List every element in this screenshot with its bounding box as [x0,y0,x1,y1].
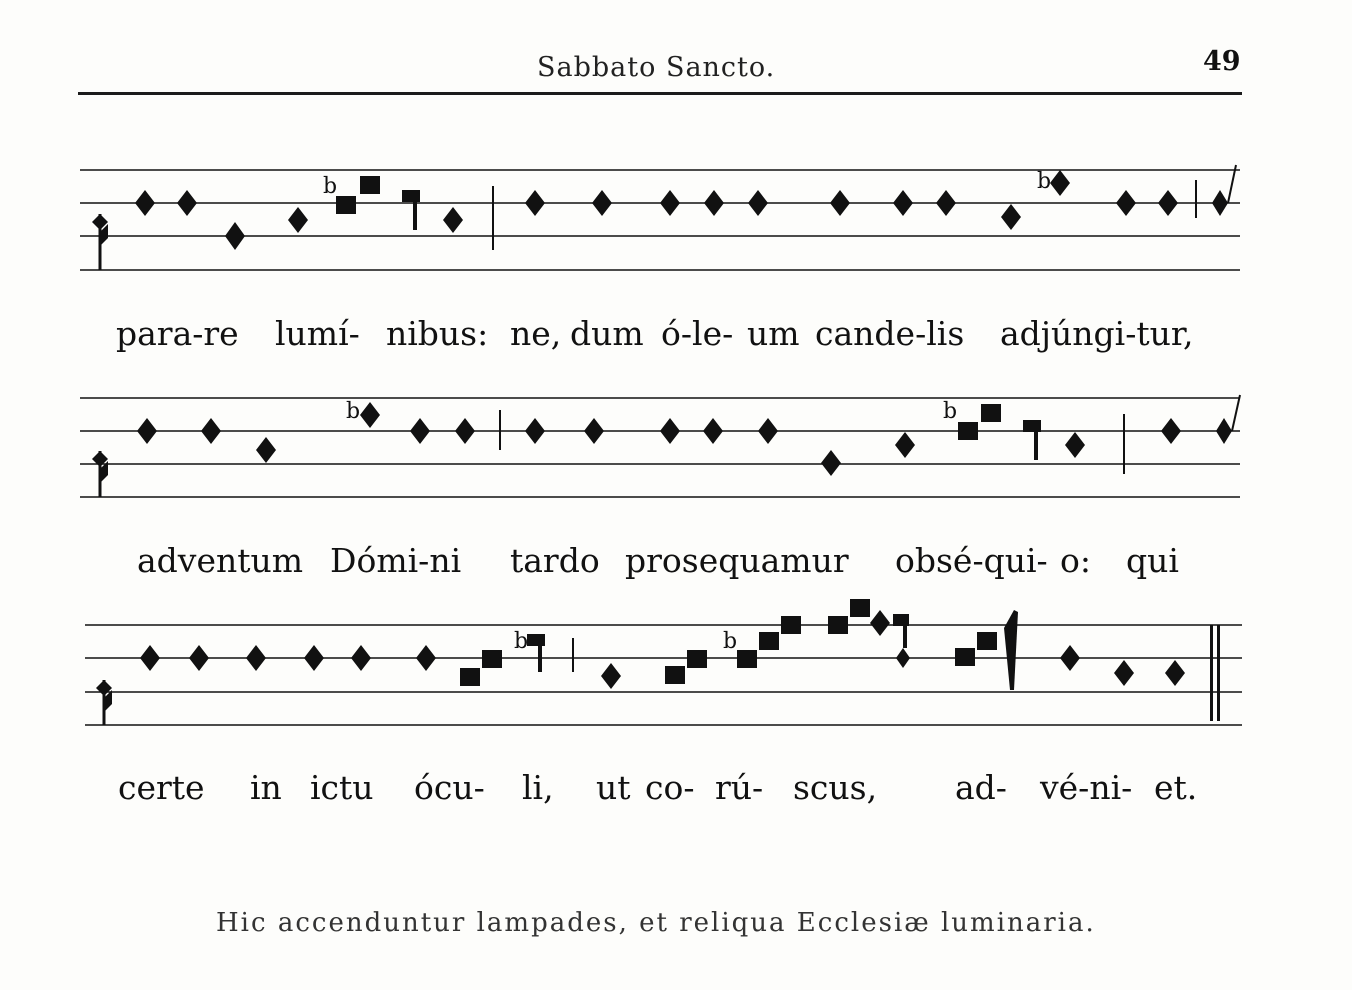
syllable: o: [1060,541,1091,580]
syllable: para-re [116,314,239,353]
staff-2-flats [346,399,957,424]
syllable: scus, [793,768,878,807]
staff-3-notes [140,599,1220,721]
syllable: in [250,768,282,807]
syllable: et. [1154,768,1198,807]
staff-1-notes [135,165,1236,250]
syllable: obsé-qui- [895,541,1048,580]
svg-text:b: b [943,399,958,424]
svg-text:b: b [323,174,338,199]
syllable: lumí- [275,314,360,353]
staff-2-clef-icon [92,451,108,497]
svg-text:b: b [346,399,361,424]
syllable: tardo [510,541,600,580]
syllable: certe [118,768,205,807]
syllable: qui [1126,541,1179,580]
staff-1-clef-icon [92,214,108,270]
staff-2 [80,398,1240,497]
syllable: prosequamur [625,541,849,580]
syllable: ó-le- [661,314,734,353]
svg-text:b: b [1037,169,1052,194]
syllable: Dómi-ni [330,541,462,580]
svg-text:b: b [514,629,529,654]
syllable: cande-lis [815,314,965,353]
syllable: vé-ni- [1040,768,1133,807]
staff-3-clef-icon [96,680,112,725]
staff-1-flats [323,169,1051,199]
syllable: um [747,314,800,353]
staff-3 [85,625,1242,725]
syllable: ócu- [414,768,485,807]
syllable: rú- [715,768,764,807]
syllable: ut [596,768,631,807]
syllable: li, [522,768,554,807]
syllable: ictu [310,768,374,807]
syllable: dum [570,314,644,353]
syllable: adjúngi-tur, [1000,314,1194,353]
page-number: 49 [1203,46,1241,77]
syllable: ne, [510,314,562,353]
syllable: adventum [137,541,304,580]
syllable: ad- [955,768,1007,807]
syllable: co- [645,768,695,807]
syllable: nibus: [386,314,489,353]
svg-text:b: b [723,629,738,654]
rubric-text: Hic accenduntur lampades, et reliqua Ecclesiæ luminaria. [216,908,1096,938]
page-title: Sabbato Sancto. [537,52,776,83]
